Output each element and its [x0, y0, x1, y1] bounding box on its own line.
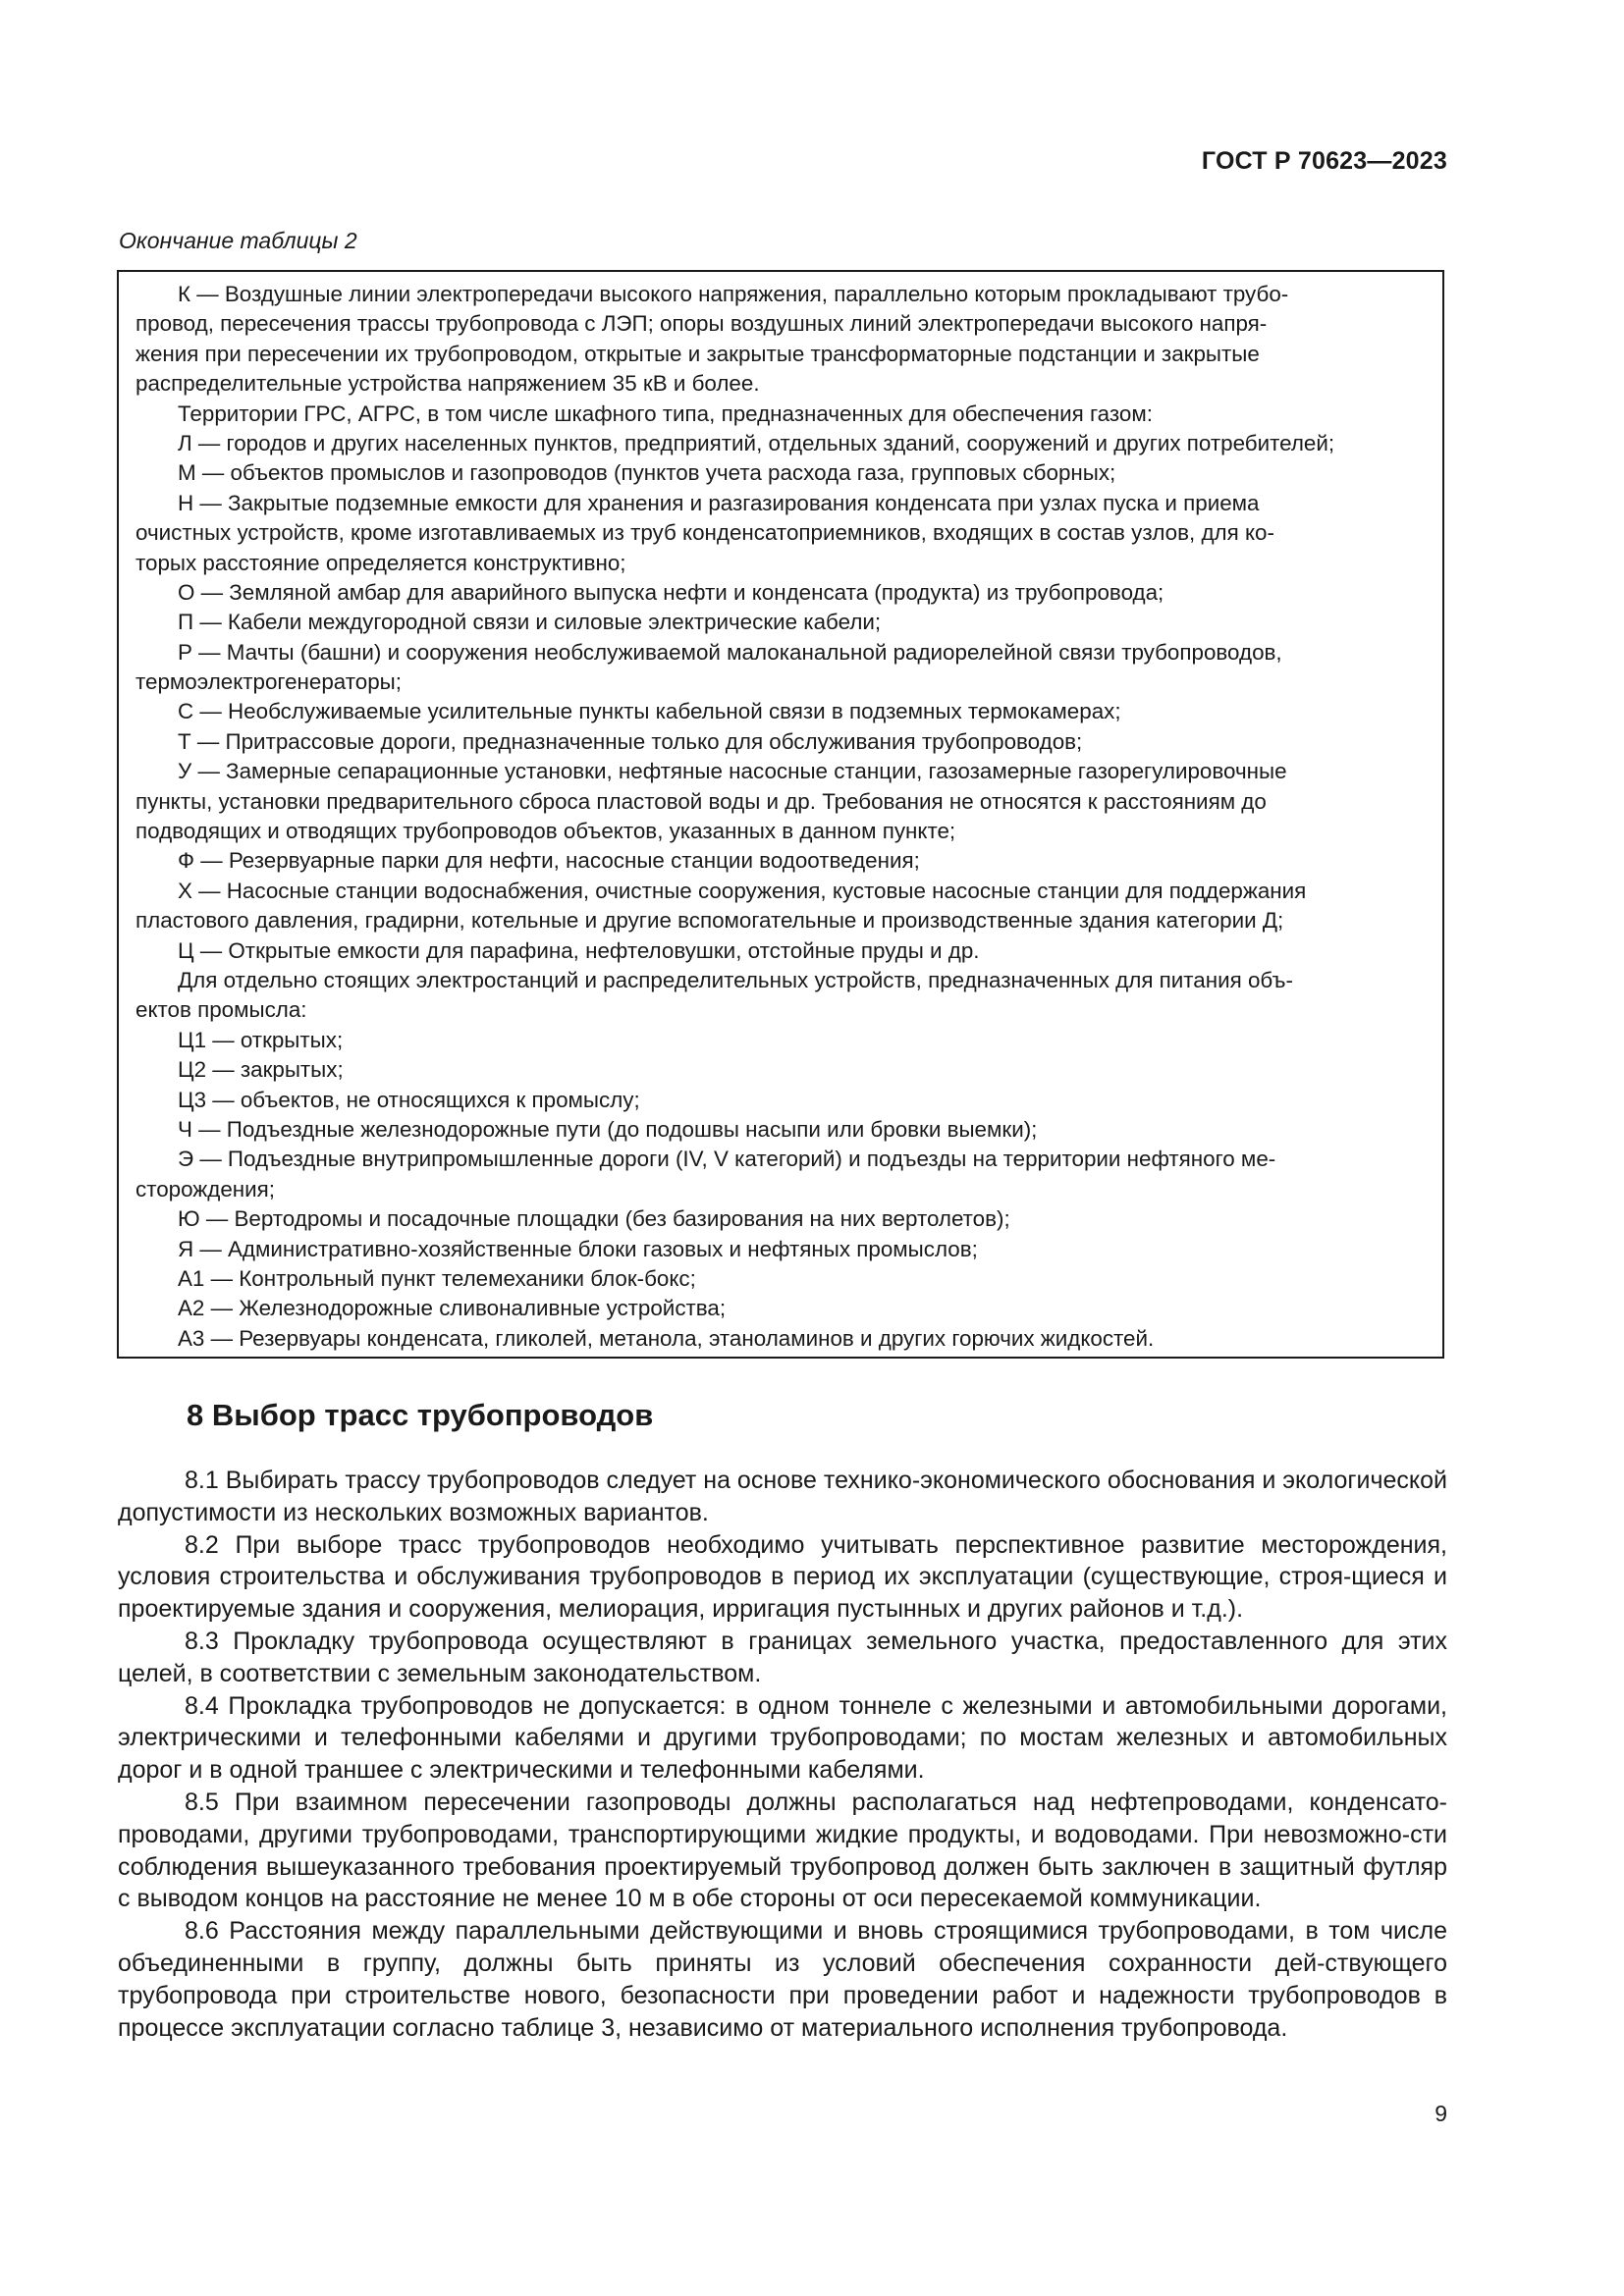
table-line: К — Воздушные линии электропередачи высокого напряжения, параллельно которым прокладывают трубо- — [178, 282, 1289, 306]
section-paragraph: 8.3 Прокладку трубопровода осуществляют в границах земельного участка, предоставленного для этих целей, в соответствии с земельным законодательством. — [118, 1627, 1447, 1687]
table-line: жения при пересечении их трубопроводом, открытые и закрытые трансформаторные подстанции и закрытые — [135, 341, 1260, 366]
table-line: Ф — Резервуарные парки для нефти, насосные станции водоотведения; — [178, 848, 920, 874]
document-code: ГОСТ Р 70623—2023 — [1201, 147, 1447, 175]
table-continuation — [117, 270, 1444, 1359]
section-paragraph: 8.1 Выбирать трассу трубопроводов следует на основе технико-экономического обоснования и экологической допустимости из нескольких возможных вариантов. — [118, 1467, 1447, 1526]
table-line: Ц — Открытые емкости для парафина, нефтеловушки, отстойные пруды и др. — [178, 937, 980, 963]
table-line: Ц3 — объектов, не относящихся к промыслу; — [178, 1087, 640, 1112]
table-line: Территории ГРС, АГРС, в том числе шкафного типа, предназначенных для обеспечения газом: — [178, 400, 1153, 426]
table-line: С — Необслуживаемые усилительные пункты кабельной связи в подземных термокамерах; — [178, 699, 1121, 724]
section-paragraph: 8.5 При взаимном пересечении газопроводы должны располагаться над нефтепроводами, конденсато-проводами, другими трубопроводами, транспортирующими жидкие продукты, и водоводами. При невозможно-сти соблюдения вышеуказанного требования проектируемый трубопровод должен быть заключен в защитный футляр с выводом концов на расстояние не менее 10 м в обе стороны от оси пересекаемой коммуникации. — [118, 1788, 1447, 1913]
table-line: Ч — Подъездные железнодорожные пути (до подошвы насыпи или бровки выемки); — [178, 1116, 1038, 1142]
table-line: Я — Административно-хозяйственные блоки газовых и нефтяных промыслов; — [178, 1236, 978, 1261]
section-paragraph: 8.2 При выборе трасс трубопроводов необходимо учитывать перспективное развитие месторождения, условия строительства и обслуживания трубопроводов в период их эксплуатации (существующие, строя-щиеся и проектируемые здания и сооружения, мелиорация, ирригация пустынных и других районов и т.д.). — [118, 1530, 1447, 1624]
table-line: М — объектов промыслов и газопроводов (пунктов учета расхода газа, групповых сборных; — [178, 460, 1116, 486]
section-paragraph: 8.6 Расстояния между параллельными действующими и вновь строящимися трубопроводами, в том числе объединенными в группу, должны быть приняты из условий обеспечения сохранности дей-ствующего трубопровода при строительстве нового, безопасности при проведении работ и надежности трубопроводов в процессе эксплуатации согласно таблице 3, независимо от материального исполнения трубопровода. — [118, 1917, 1447, 2042]
table-line: А2 — Железнодорожные сливоналивные устройства; — [178, 1296, 727, 1321]
table-line: пластового давления, градирни, котельные и другие вспомогательные и производственные здания категории Д; — [135, 908, 1284, 934]
table-line: О — Земляной амбар для аварийного выпуска нефти и конденсата (продукта) из трубопровода; — [178, 579, 1164, 605]
table-line: П — Кабели междугородной связи и силовые электрические кабели; — [178, 610, 882, 635]
table-line: ектов промысла: — [135, 997, 307, 1023]
table-line: сторождения; — [135, 1176, 276, 1201]
table-line: распределительные устройства напряжением 35 кВ и более. — [135, 371, 760, 397]
table-line: Н — Закрытые подземные емкости для хранения и разгазирования конденсата при узлах пуска и приема — [178, 490, 1260, 515]
page-number: 9 — [1435, 2101, 1447, 2126]
table-line: очистных устройств, кроме изготавливаемых из труб конденсатоприемников, входящих в состав узлов, для ко- — [135, 520, 1274, 546]
section-body — [118, 1465, 1447, 2044]
table-line: Р — Мачты (башни) и сооружения необслуживаемой малоканальной радиорелейной связи трубопроводов, — [178, 639, 1282, 665]
table-line: торых расстояние определяется конструктивно; — [135, 550, 626, 575]
table-line: Х — Насосные станции водоснабжения, очистные сооружения, кустовые насосные станции для поддержания — [178, 878, 1307, 903]
table-caption: Окончание таблицы 2 — [119, 228, 357, 253]
table-line: провод, пересечения трассы трубопровода с ЛЭП; опоры воздушных линий электропередачи высокого напря- — [135, 311, 1268, 337]
table-line: Т — Притрассовые дороги, предназначенные только для обслуживания трубопроводов; — [178, 728, 1083, 754]
table-line: Ц1 — открытых; — [178, 1027, 344, 1052]
table-line: Ю — Вертодромы и посадочные площадки (без базирования на них вертолетов); — [178, 1206, 1010, 1232]
section-paragraph: 8.4 Прокладка трубопроводов не допускается: в одном тоннеле с железными и автомобильными дорогами, электрическими и телефонными кабелями и другими трубопроводами; по мостам железных и автомобильных дорог и в одной траншее с электрическими и телефонными кабелями. — [118, 1691, 1447, 1785]
table-line: А1 — Контрольный пункт телемеханики блок-бокс; — [178, 1265, 696, 1291]
table-line: термоэлектрогенераторы; — [135, 669, 402, 695]
section-heading: 8 Выбор трасс трубопроводов — [187, 1398, 654, 1432]
table-line: пункты, установки предварительного сброса пластовой воды и др. Требования не относятся к расстояниям до — [135, 788, 1267, 814]
table-line: У — Замерные сепарационные установки, нефтяные насосные станции, газозамерные газорегулировочные — [178, 759, 1287, 784]
table-line: Э — Подъездные внутрипромышленные дороги (IV, V категорий) и подъезды на территории нефтяного ме- — [178, 1147, 1276, 1172]
table-line: Л — городов и других населенных пунктов, предприятий, отдельных зданий, сооружений и других потребителей; — [178, 430, 1335, 455]
table-line: А3 — Резервуары конденсата, гликолей, метанола, этаноламинов и других горючих жидкостей. — [178, 1325, 1155, 1351]
table-line: подводящих и отводящих трубопроводов объектов, указанных в данном пункте; — [135, 819, 956, 844]
table-line: Ц2 — закрытых; — [178, 1057, 344, 1083]
table-line: Для отдельно стоящих электростанций и распределительных устройств, предназначенных для питания объ- — [178, 967, 1293, 992]
